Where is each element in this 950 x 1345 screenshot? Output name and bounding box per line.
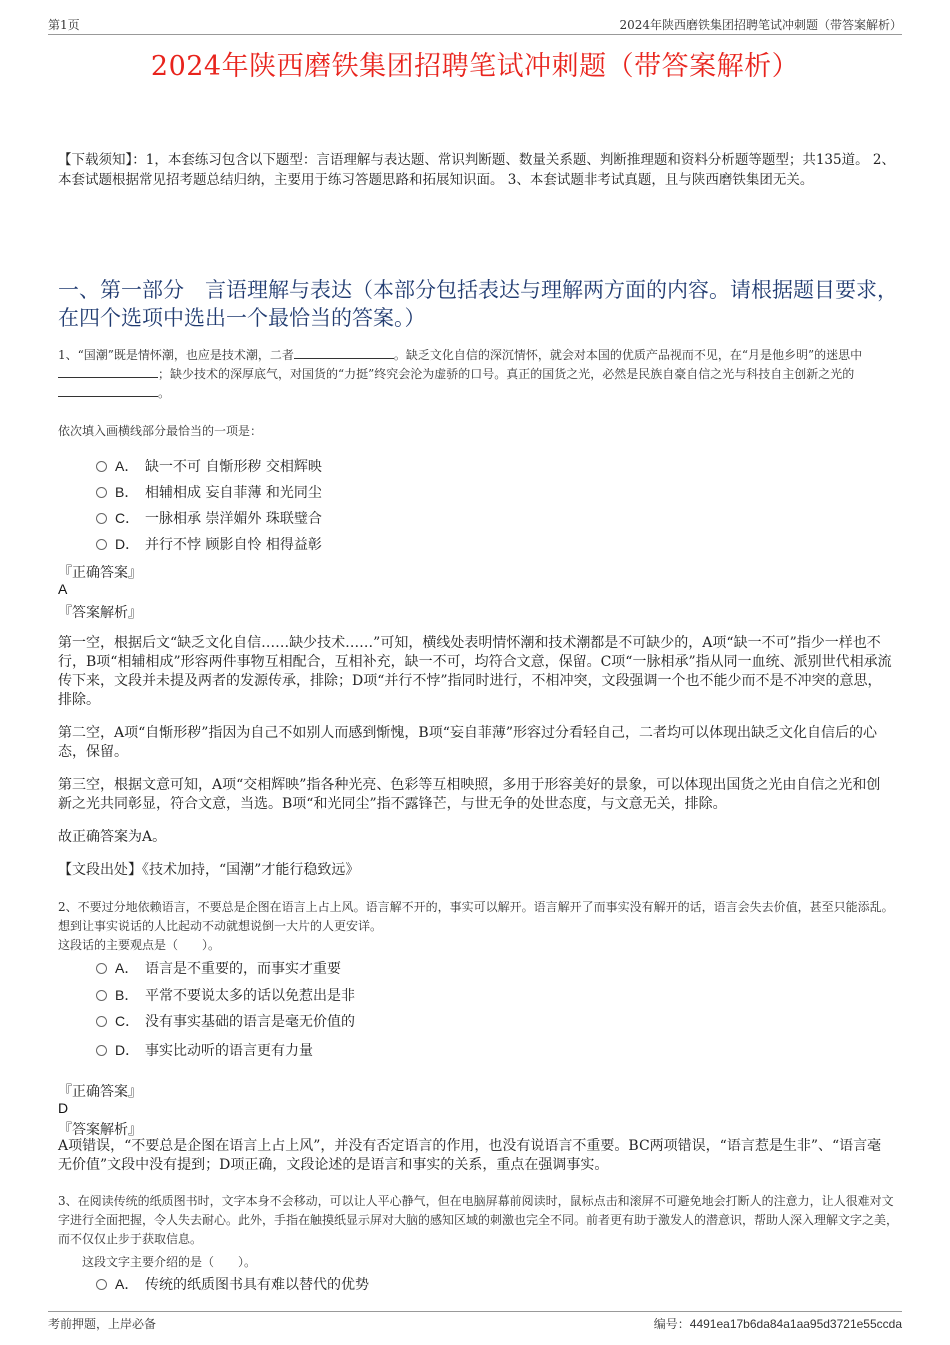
footer-code-value: 4491ea17b6da84a1aa95d3721e55ccda <box>689 1317 902 1331</box>
blank-1 <box>294 346 394 359</box>
q1-analysis-para-4: 故正确答案为A。 <box>58 829 167 845</box>
question-3-prompt: 这段文字主要介绍的是（ ）。 <box>82 1255 257 1269</box>
footer-code-label: 编号： <box>653 1317 690 1331</box>
q1-stem-part-c: ；缺少技术的深厚底气，对国货的“力挺”终究会沦为虚骄的口号。真正的国货之光，必然是民族自豪自信之光与科技自主创新之光的 <box>158 367 855 381</box>
q1-stem-part-a: 1、“国潮”既是情怀潮，也应是技术潮，二者 <box>58 348 294 362</box>
q1-analysis-para-2: 第二空，A项“自惭形秽”指因为自己不如别人而感到惭愧，B项“妄自菲薄”形容过分看轻自己，二者均可以体现出缺乏文化自信后的心态，保留。 <box>58 725 878 760</box>
q1-analysis-para-3: 第三空，根据文意可知，A项“交相辉映”指各种光亮、色彩等互相映照，多用于形容美好的景象，可以体现出国货之光由自信之光和创新之光共同彰显，符合文意，当选。B项“和光同尘”指不露锋芒，与世无争的处世态度，与文意无关，排除。 <box>58 777 881 812</box>
page-footer <box>48 1311 902 1332</box>
q2-option-b[interactable]: B． 平常不要说太多的话以免惹出是非 <box>96 985 355 1005</box>
q1-option-b[interactable]: B． 相辅相成 妄自菲薄 和光同尘 <box>96 482 322 502</box>
section-title: 一、第一部分 言语理解与表达（本部分包括表达与理解两方面的内容。请根据题目要求，在四个选项中选出一个最恰当的答案。） <box>58 278 898 330</box>
question-1-prompt: 依次填入画横线部分最恰当的一项是： <box>58 424 263 438</box>
q2-answer-label: 『正确答案』 <box>58 1084 142 1100</box>
q2-analysis-label: 『答案解析』 <box>58 1122 142 1138</box>
radio-icon[interactable] <box>96 990 107 1001</box>
q1-stem-part-b: 。缺乏文化自信的深沉情怀，就会对本国的优质产品视而不见，在“月是他乡明”的迷思中 <box>393 348 863 362</box>
question-1-stem <box>58 346 898 403</box>
footer-code <box>654 1315 902 1332</box>
q2-answer: D <box>58 1100 69 1116</box>
q2-option-c[interactable]: C． 没有事实基础的语言是毫无价值的 <box>96 1011 355 1031</box>
header-doc-title: 2024年陕西磨铁集团招聘笔试冲刺题（带答案解析） <box>619 18 902 32</box>
q1-stem-part-d: 。 <box>158 386 171 400</box>
blank-2 <box>58 365 158 378</box>
q3-option-a[interactable]: A． 传统的纸质图书具有难以替代的优势 <box>96 1274 369 1294</box>
page-header <box>48 14 902 35</box>
page-title: 2024年陕西磨铁集团招聘笔试冲刺题（带答案解析） <box>150 51 800 82</box>
question-2-stem: 2、不要过分地依赖语言，不要总是企图在语言上占上风。语言解不开的，事实可以解开。语言解开了而事实没有解开的话，语言会失去价值，甚至只能添乱。想到让事实说话的人比起动不动就想说倒一大片的人更安详。 <box>58 900 894 933</box>
radio-icon[interactable] <box>96 963 107 974</box>
page-number: 第1页 <box>48 18 80 32</box>
q1-option-d[interactable]: D． 并行不悖 顾影自怜 相得益彰 <box>96 534 322 554</box>
q1-source: 【文段出处】《技术加持，“国潮”才能行稳致远》 <box>58 862 360 878</box>
q1-option-a[interactable]: A． 缺一不可 自惭形秽 交相辉映 <box>96 456 322 476</box>
radio-icon[interactable] <box>96 1279 107 1290</box>
radio-icon[interactable] <box>96 461 107 472</box>
q1-option-c[interactable]: C． 一脉相承 崇洋媚外 珠联璧合 <box>96 508 322 528</box>
radio-icon[interactable] <box>96 1045 107 1056</box>
q2-analysis: A项错误，“不要总是企图在语言上占上风”，并没有否定语言的作用，也没有说语言不重要。BC两项错误，“语言惹是生非”、“语言毫无价值”文段中没有提到；D项正确，文段论述的是语言和事实的关系，重点在强调事实。 <box>58 1138 882 1173</box>
radio-icon[interactable] <box>96 487 107 498</box>
q1-analysis-para-1: 第一空，根据后文“缺乏文化自信……缺少技术……”可知，横线处表明情怀潮和技术潮都是不可缺少的，A项“缺一不可”指少一样也不行，B项“相辅相成”形容两件事物互相配合，互相补充，缺一不可，均符合文意，保留。C项“一脉相承”指从同一血统、派别世代相承流传下来，文段并未提及两者的发源传承，排除；D项“并行不悖”指同时进行，不相冲突，文段强调一个也不能少而不是不冲突的意思，排除。 <box>58 635 892 708</box>
q1-answer-label: 『正确答案』 <box>58 565 142 581</box>
blank-3 <box>58 384 158 397</box>
radio-icon[interactable] <box>96 1016 107 1027</box>
q1-answer: A <box>58 581 68 597</box>
radio-icon[interactable] <box>96 513 107 524</box>
question-2-prompt: 这段话的主要观点是（ ）。 <box>58 938 221 952</box>
q2-option-d[interactable]: D． 事实比动听的语言更有力量 <box>96 1040 313 1060</box>
q2-option-a[interactable]: A． 语言是不重要的，而事实才重要 <box>96 958 341 978</box>
question-3-stem: 3、在阅读传统的纸质图书时，文字本身不会移动，可以让人平心静气，但在电脑屏幕前阅读时，鼠标点击和滚屏不可避免地会打断人的注意力，让人很难对文字进行全面把握，令人失去耐心。此外，手指在触摸纸显示屏对大脑的感知区域的刺激也完全不同。前者更有助于激发人的潜意识，帮助人深入理解文字之美，而不仅仅止步于获取信息。 <box>58 1194 899 1246</box>
download-notice: 【下载须知】：1，本套练习包含以下题型：言语理解与表达题、常识判断题、数量关系题、判断推理题和资料分析题等题型；共135道。 2、本套试题根据常见招考题总结归纳，主要用于练习答题思路和拓展知识面。 3、本套试题非考试真题，且与陕西磨铁集团无关。 <box>58 152 895 188</box>
radio-icon[interactable] <box>96 539 107 550</box>
footer-slogan: 考前押题，上岸必备 <box>48 1317 157 1331</box>
q1-analysis-label: 『答案解析』 <box>58 605 142 621</box>
